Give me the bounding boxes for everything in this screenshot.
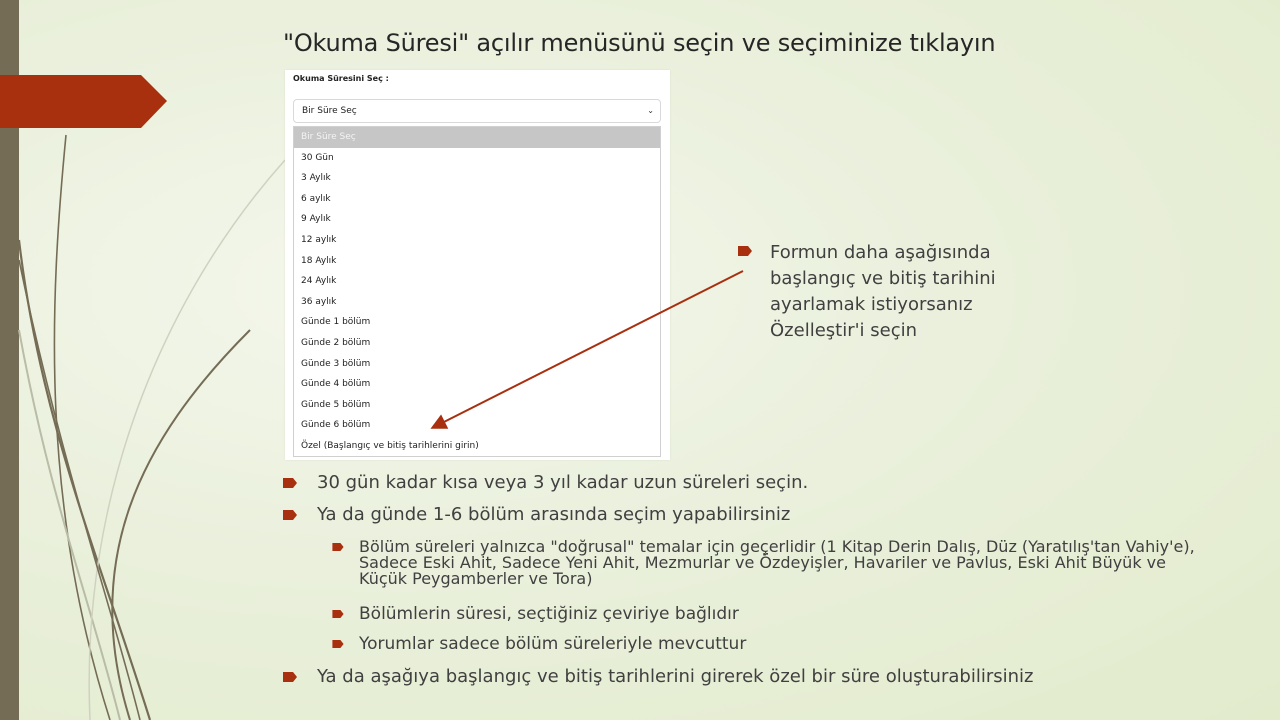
option-gunde-3-bolum[interactable]: Günde 3 bölüm bbox=[301, 358, 371, 369]
option-bir-sure-sec[interactable]: Bir Süre Seç bbox=[294, 127, 660, 148]
sub-bullet-text: Bölümlerin süresi, seçtiğiniz çeviriye bağlıdır bbox=[359, 604, 739, 624]
option-gunde-4-bolum[interactable]: Günde 4 bölüm bbox=[301, 379, 371, 390]
bullet-arrow-icon bbox=[332, 543, 344, 551]
bullet-arrow-icon bbox=[332, 610, 344, 618]
bullet-arrow-icon bbox=[283, 510, 297, 520]
bullet-text: Ya da günde 1-6 bölüm arasında seçim yapabilirsiniz bbox=[317, 504, 791, 525]
select-value: Bir Süre Seç bbox=[302, 106, 357, 116]
sub-bullet-text: Bölüm süreleri yalnızca "doğrusal" temalar için geçerlidir (1 Kitap Derin Dalış, Düz (Yaratılış'tan Vahiy'e), Sadece Eski Ahit, Sadece Yeni Ahit, Mezmurlar ve Özdeyişler, Havariler ve Pavlus, Eski Ahit Büyük ve Küçük Peygamberler ve Tora) bbox=[359, 537, 1195, 588]
chevron-down-icon: ⌄ bbox=[647, 106, 654, 115]
slide-title: "Okuma Süresi" açılır menüsünü seçin ve seçiminize tıklayın bbox=[283, 29, 996, 57]
option-gunde-5-bolum[interactable]: Günde 5 bölüm bbox=[301, 399, 371, 410]
option-9-aylik[interactable]: 9 Aylık bbox=[301, 214, 331, 225]
option-gunde-1-bolum[interactable]: Günde 1 bölüm bbox=[301, 317, 371, 328]
option-18-aylik[interactable]: 18 Aylık bbox=[301, 255, 337, 266]
option-gunde-2-bolum[interactable]: Günde 2 bölüm bbox=[301, 337, 371, 348]
bullet-text: Ya da aşağıya başlangıç ve bitiş tarihlerini girerek özel bir süre oluşturabilirsiniz bbox=[317, 666, 1034, 687]
red-pentagon-tab bbox=[0, 75, 167, 128]
callout-text: Formun daha aşağısında başlangıç ve bitiş tarihini ayarlamak istiyorsanız Özelleştir'i seçin bbox=[770, 242, 996, 341]
reading-duration-select[interactable] bbox=[293, 99, 661, 123]
option-36-aylik[interactable]: 36 aylık bbox=[301, 296, 337, 307]
bullet-arrow-icon bbox=[283, 478, 297, 488]
sub-bullet-text: Yorumlar sadece bölüm süreleriyle mevcuttur bbox=[359, 634, 747, 654]
option-6-aylik[interactable]: 6 aylık bbox=[301, 193, 331, 204]
option-30-gun[interactable]: 30 Gün bbox=[301, 152, 334, 163]
option-gunde-6-bolum[interactable]: Günde 6 bölüm bbox=[301, 420, 371, 431]
dropdown-options-list bbox=[293, 126, 661, 457]
option-ozel[interactable]: Özel (Başlangıç ve bitiş tarihlerini girin) bbox=[301, 440, 479, 451]
option-3-aylik[interactable]: 3 Aylık bbox=[301, 173, 331, 184]
reading-duration-label: Okuma Süresini Seç : bbox=[293, 74, 389, 83]
bullet-arrow-icon bbox=[332, 640, 344, 648]
option-24-aylik[interactable]: 24 Aylık bbox=[301, 276, 337, 287]
bullet-arrow-icon bbox=[283, 672, 297, 682]
bullet-text: 30 gün kadar kısa veya 3 yıl kadar uzun süreleri seçin. bbox=[317, 472, 809, 493]
dropdown-screenshot bbox=[285, 70, 670, 460]
bullet-arrow-icon bbox=[738, 246, 752, 256]
option-12-aylik[interactable]: 12 aylık bbox=[301, 234, 337, 245]
